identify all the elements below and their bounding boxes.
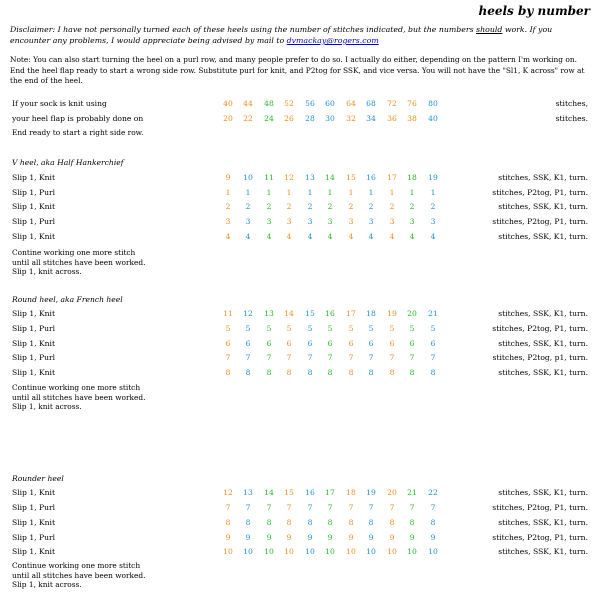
continue-line: Contine working one more stitch	[12, 248, 136, 257]
stitch-count: 8	[368, 368, 374, 377]
disclaimer-text-2: work. If you encounter any problems, I would appreciate being advised by mail to	[10, 25, 553, 45]
stitch-count: 1	[245, 188, 251, 197]
rounder-heel-title: Rounder heel	[12, 474, 64, 483]
stitch-count: 8	[225, 518, 231, 527]
row-instruction: stitches, SSK, K1, turn.	[498, 339, 588, 348]
stitch-count: 5	[368, 324, 374, 333]
stitch-count: 4	[245, 232, 251, 241]
stitch-count: 3	[307, 217, 313, 226]
stitch-count: 5	[225, 324, 231, 333]
row-instruction: stitches, SSK, K1, turn.	[498, 368, 588, 377]
row-label: Slip 1, Purl	[12, 324, 56, 333]
stitch-count: 4	[348, 232, 354, 241]
row-instruction: stitches, P2tog, P1, turn.	[492, 533, 588, 542]
stitch-count: 7	[307, 503, 313, 512]
row-label: Slip 1, Knit	[12, 488, 56, 497]
stitch-count: 6	[327, 339, 333, 348]
stitch-count: 14	[325, 173, 335, 182]
stitch-count: 3	[225, 217, 231, 226]
row-instruction: stitches,	[555, 99, 588, 108]
stitch-count: 9	[348, 533, 354, 542]
stitch-count: 5	[409, 324, 415, 333]
stitch-count: 6	[266, 339, 272, 348]
stitch-count: 6	[286, 339, 292, 348]
stitch-count: 2	[368, 202, 374, 211]
stitch-count: 5	[245, 324, 251, 333]
stitch-count: 76	[407, 99, 417, 108]
row-instruction: stitches, P2tog, P1, turn.	[492, 503, 588, 512]
stitch-count: 4	[225, 232, 231, 241]
row-instruction: stitches, SSK, K1, turn.	[498, 309, 588, 318]
row-instruction: stitches, SSK, K1, turn.	[498, 518, 588, 527]
stitch-count: 2	[225, 202, 231, 211]
stitch-count: 8	[430, 518, 436, 527]
table-row	[0, 309, 600, 323]
stitch-count: 8	[307, 368, 313, 377]
table-row	[0, 217, 600, 231]
stitch-count: 7	[348, 353, 354, 362]
stitch-count: 1	[266, 188, 272, 197]
stitch-count: 8	[389, 518, 395, 527]
continue-line: until all stitches have been worked.	[12, 257, 146, 267]
table-row	[0, 547, 600, 561]
stitch-count: 1	[348, 188, 354, 197]
stitch-count: 10	[305, 547, 315, 556]
row-label: Slip 1, Knit	[12, 547, 56, 556]
row-label: Slip 1, Purl	[12, 503, 56, 512]
stitch-count: 17	[325, 488, 335, 497]
stitch-count: 7	[409, 503, 415, 512]
stitch-count: 10	[346, 547, 356, 556]
stitch-count: 18	[366, 309, 376, 318]
stitch-count: 6	[348, 339, 354, 348]
table-row	[0, 99, 600, 113]
stitch-count: 6	[430, 339, 436, 348]
stitch-count: 17	[346, 309, 356, 318]
continue-line: until all stitches have been worked.	[12, 570, 146, 580]
stitch-count: 1	[389, 188, 395, 197]
stitch-count: 7	[245, 353, 251, 362]
stitch-count: 6	[409, 339, 415, 348]
stitch-count: 17	[387, 173, 397, 182]
disclaimer-emphasis: should	[476, 25, 503, 34]
table-row	[0, 232, 600, 246]
stitch-count: 1	[225, 188, 231, 197]
table-row	[0, 368, 600, 382]
stitch-count: 8	[409, 518, 415, 527]
stitch-count: 4	[286, 232, 292, 241]
stitch-count: 6	[368, 339, 374, 348]
stitch-count: 8	[327, 518, 333, 527]
stitch-count: 4	[266, 232, 272, 241]
stitch-count: 2	[430, 202, 436, 211]
stitch-count: 5	[430, 324, 436, 333]
stitch-count: 8	[225, 368, 231, 377]
stitch-count: 7	[348, 503, 354, 512]
stitch-count: 7	[327, 503, 333, 512]
stitch-count: 16	[325, 309, 335, 318]
stitch-count: 18	[346, 488, 356, 497]
stitch-count: 5	[348, 324, 354, 333]
stitch-count: 28	[305, 114, 315, 123]
stitch-count: 7	[266, 503, 272, 512]
stitch-count: 9	[286, 533, 292, 542]
row-label: Slip 1, Purl	[12, 217, 56, 226]
stitch-count: 10	[407, 547, 417, 556]
stitch-count: 5	[266, 324, 272, 333]
stitch-count: 2	[286, 202, 292, 211]
stitch-count: 9	[225, 533, 231, 542]
stitch-count: 8	[409, 368, 415, 377]
stitch-count: 80	[428, 99, 438, 108]
stitch-count: 1	[430, 188, 436, 197]
stitch-count: 5	[389, 324, 395, 333]
stitch-count: 7	[266, 353, 272, 362]
stitch-count: 52	[284, 99, 294, 108]
stitch-count: 4	[368, 232, 374, 241]
table-row	[0, 202, 600, 216]
round-heel-title: Round heel, aka French heel	[12, 295, 123, 304]
stitch-count: 30	[325, 114, 335, 123]
stitch-count: 1	[327, 188, 333, 197]
stitch-count: 8	[348, 518, 354, 527]
stitch-count: 4	[327, 232, 333, 241]
stitch-count: 9	[368, 533, 374, 542]
page-title: heels by number	[478, 4, 590, 18]
stitch-count: 14	[284, 309, 294, 318]
row-label: Slip 1, Knit	[12, 518, 56, 527]
stitch-count: 2	[327, 202, 333, 211]
stitch-count: 8	[327, 368, 333, 377]
stitch-count: 8	[389, 368, 395, 377]
stitch-count: 4	[307, 232, 313, 241]
stitch-count: 36	[387, 114, 397, 123]
round-heel-continue	[12, 383, 145, 412]
row-instruction: stitches, SSK, K1, turn.	[498, 202, 588, 211]
table-row	[0, 503, 600, 517]
stitch-count: 2	[266, 202, 272, 211]
stitch-count: 20	[407, 309, 417, 318]
stitch-count: 8	[286, 518, 292, 527]
row-instruction: stitches, SSK, K1, turn.	[498, 232, 588, 241]
row-label: Slip 1, Knit	[12, 202, 56, 211]
stitch-count: 64	[346, 99, 356, 108]
stitch-count: 7	[307, 353, 313, 362]
row-label: Slip 1, Knit	[12, 173, 56, 182]
stitch-count: 11	[223, 309, 233, 318]
stitch-count: 20	[387, 488, 397, 497]
stitch-count: 60	[325, 99, 335, 108]
stitch-count: 9	[409, 533, 415, 542]
stitch-count: 8	[430, 368, 436, 377]
stitch-count: 15	[346, 173, 356, 182]
stitch-count: 12	[284, 173, 294, 182]
stitch-count: 2	[245, 202, 251, 211]
stitch-count: 7	[368, 503, 374, 512]
row-label: Slip 1, Purl	[12, 353, 56, 362]
rounder-heel-continue	[12, 561, 145, 590]
stitch-count: 3	[430, 217, 436, 226]
stitch-count: 3	[245, 217, 251, 226]
stitch-count: 10	[366, 547, 376, 556]
stitch-count: 6	[225, 339, 231, 348]
stitch-count: 4	[389, 232, 395, 241]
stitch-count: 15	[284, 488, 294, 497]
stitch-count: 3	[348, 217, 354, 226]
row-instruction: stitches, SSK, K1, turn.	[498, 547, 588, 556]
stitch-count: 14	[264, 488, 274, 497]
stitch-count: 34	[366, 114, 376, 123]
stitch-count: 1	[286, 188, 292, 197]
stitch-count: 16	[366, 173, 376, 182]
table-row	[0, 114, 600, 128]
stitch-count: 9	[389, 533, 395, 542]
stitch-count: 10	[243, 547, 253, 556]
stitch-count: 8	[245, 368, 251, 377]
stitch-count: 13	[305, 173, 315, 182]
stitch-count: 72	[387, 99, 397, 108]
stitch-count: 3	[286, 217, 292, 226]
stitch-count: 24	[264, 114, 274, 123]
stitch-count: 9	[430, 533, 436, 542]
stitch-count: 40	[223, 99, 233, 108]
stitch-count: 8	[266, 518, 272, 527]
stitch-count: 10	[264, 547, 274, 556]
continue-line: Continue working one more stitch	[12, 383, 141, 392]
continue-line: Slip 1, knit across.	[12, 580, 82, 590]
stitch-count: 7	[409, 353, 415, 362]
intro-after-text: End ready to start a right side row.	[12, 128, 144, 137]
stitch-count: 3	[266, 217, 272, 226]
stitch-count: 7	[286, 353, 292, 362]
stitch-count: 7	[225, 353, 231, 362]
stitch-count: 68	[366, 99, 376, 108]
stitch-count: 13	[243, 488, 253, 497]
stitch-count: 7	[368, 353, 374, 362]
note-paragraph: Note: You can also start turning the heel on a purl row, and many people prefer to do so. I actually do either, depending on the pattern I'm working on. End the heel flap ready to start a wrong side row. Substitute purl for knit, and P2tog for SSK, and vice versa. You will not have the "Sl1, K across" row at the end of the heel.	[10, 55, 585, 85]
row-instruction: stitches, P2tog, P1, turn.	[492, 324, 588, 333]
stitch-count: 8	[348, 368, 354, 377]
stitch-count: 10	[325, 547, 335, 556]
stitch-count: 2	[348, 202, 354, 211]
stitch-count: 26	[284, 114, 294, 123]
stitch-count: 5	[286, 324, 292, 333]
stitch-count: 19	[366, 488, 376, 497]
stitch-count: 38	[407, 114, 417, 123]
table-row	[0, 173, 600, 187]
row-label: If your sock is knit using	[12, 99, 107, 108]
stitch-count: 4	[409, 232, 415, 241]
stitch-count: 21	[428, 309, 438, 318]
stitch-count: 9	[307, 533, 313, 542]
row-label: Slip 1, Knit	[12, 309, 56, 318]
row-instruction: stitches.	[555, 114, 588, 123]
stitch-count: 7	[430, 353, 436, 362]
stitch-count: 18	[407, 173, 417, 182]
stitch-count: 20	[223, 114, 233, 123]
stitch-count: 7	[389, 353, 395, 362]
stitch-count: 22	[243, 114, 253, 123]
stitch-count: 2	[389, 202, 395, 211]
stitch-count: 9	[266, 533, 272, 542]
stitch-count: 7	[245, 503, 251, 512]
table-row	[0, 533, 600, 547]
stitch-count: 56	[305, 99, 315, 108]
stitch-count: 4	[430, 232, 436, 241]
stitch-count: 9	[327, 533, 333, 542]
stitch-count: 3	[327, 217, 333, 226]
table-row	[0, 518, 600, 532]
stitch-count: 3	[368, 217, 374, 226]
v-heel-title: V heel, aka Half Hankerchief	[12, 158, 124, 167]
stitch-count: 19	[428, 173, 438, 182]
disclaimer-text: Disclaimer: I have not personally turned each of these heels using the number of stitches indicated, but the numbers	[10, 25, 477, 34]
stitch-count: 48	[264, 99, 274, 108]
continue-line: Slip 1, knit across.	[12, 267, 82, 277]
stitch-count: 10	[243, 173, 253, 182]
stitch-count: 22	[428, 488, 438, 497]
stitch-count: 1	[409, 188, 415, 197]
row-instruction: stitches, P2tog, p1, turn.	[492, 353, 588, 362]
stitch-count: 15	[305, 309, 315, 318]
row-instruction: stitches, SSK, K1, turn.	[498, 488, 588, 497]
stitch-count: 10	[223, 547, 233, 556]
stitch-count: 8	[368, 518, 374, 527]
stitch-count: 10	[428, 547, 438, 556]
row-label: Slip 1, Knit	[12, 368, 56, 377]
continue-line: Slip 1, knit across.	[12, 402, 82, 412]
stitch-count: 11	[264, 173, 274, 182]
stitch-count: 7	[286, 503, 292, 512]
stitch-count: 10	[284, 547, 294, 556]
stitch-count: 2	[409, 202, 415, 211]
v-heel-continue	[12, 248, 145, 277]
stitch-count: 7	[225, 503, 231, 512]
stitch-count: 1	[307, 188, 313, 197]
stitch-count: 6	[245, 339, 251, 348]
stitch-count: 16	[305, 488, 315, 497]
stitch-count: 9	[245, 533, 251, 542]
table-row	[0, 353, 600, 367]
stitch-count: 12	[223, 488, 233, 497]
stitch-count: 8	[286, 368, 292, 377]
disclaimer	[10, 24, 590, 46]
stitch-count: 1	[368, 188, 374, 197]
stitch-count: 19	[387, 309, 397, 318]
stitch-count: 6	[389, 339, 395, 348]
row-label: your heel flap is probably done on	[12, 114, 144, 123]
table-row	[0, 488, 600, 502]
stitch-count: 5	[307, 324, 313, 333]
stitch-count: 12	[243, 309, 253, 318]
table-row	[0, 324, 600, 338]
stitch-count: 44	[243, 99, 253, 108]
row-instruction: stitches, P2tog, P1, turn.	[492, 188, 588, 197]
stitch-count: 8	[245, 518, 251, 527]
stitch-count: 9	[225, 173, 231, 182]
continue-line: Continue working one more stitch	[12, 561, 141, 570]
stitch-count: 2	[307, 202, 313, 211]
stitch-count: 7	[430, 503, 436, 512]
stitch-count: 8	[266, 368, 272, 377]
stitch-count: 8	[307, 518, 313, 527]
stitch-count: 10	[387, 547, 397, 556]
stitch-count: 40	[428, 114, 438, 123]
continue-line: until all stitches have been worked.	[12, 392, 146, 402]
stitch-count: 6	[307, 339, 313, 348]
stitch-count: 32	[346, 114, 356, 123]
row-instruction: stitches, SSK, K1, turn.	[498, 173, 588, 182]
email-link[interactable]: dvmackay@rogers.com	[286, 36, 379, 45]
row-label: Slip 1, Purl	[12, 188, 56, 197]
row-label: Slip 1, Purl	[12, 533, 56, 542]
stitch-count: 7	[327, 353, 333, 362]
stitch-count: 7	[389, 503, 395, 512]
table-row	[0, 188, 600, 202]
stitch-count: 21	[407, 488, 417, 497]
row-label: Slip 1, Knit	[12, 339, 56, 348]
table-row	[0, 339, 600, 353]
stitch-count: 5	[327, 324, 333, 333]
row-label: Slip 1, Knit	[12, 232, 56, 241]
stitch-count: 3	[409, 217, 415, 226]
stitch-count: 3	[389, 217, 395, 226]
row-instruction: stitches, P2tog, P1, turn.	[492, 217, 588, 226]
stitch-count: 13	[264, 309, 274, 318]
